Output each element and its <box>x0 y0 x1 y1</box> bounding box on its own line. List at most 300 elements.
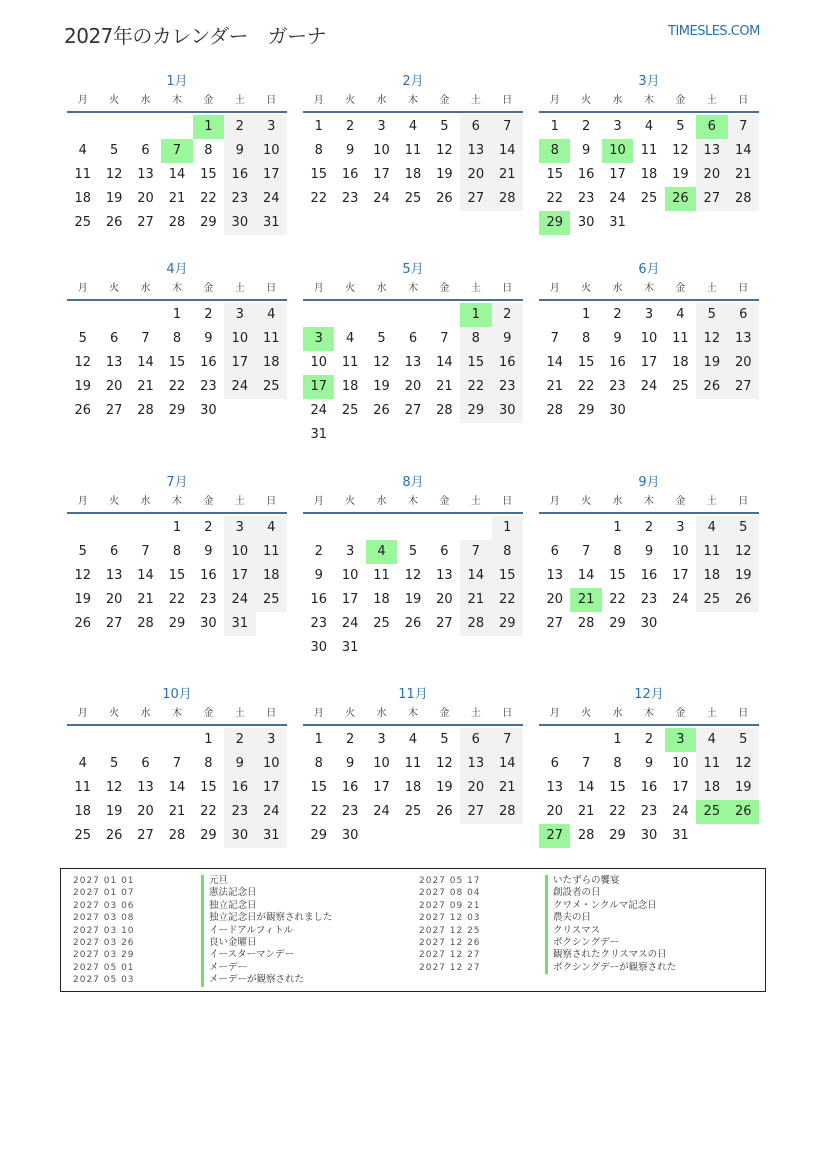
day-cell: 27 <box>137 828 154 843</box>
day-grid <box>539 516 759 636</box>
day-cell: 9 <box>613 331 622 346</box>
weekday-label: 木 <box>643 95 654 106</box>
weekday-label: 月 <box>549 283 560 294</box>
day-cell: 20 <box>137 191 154 206</box>
day-cell: 29 <box>492 612 523 636</box>
holiday-date: 2027 05 03 <box>73 975 135 986</box>
day-cell: 5 <box>728 728 759 752</box>
month-9 <box>539 473 759 636</box>
day-cell: 17 <box>224 351 255 375</box>
day-cell: 9 <box>314 568 323 583</box>
day-grid <box>303 516 523 660</box>
weekday-label: 火 <box>109 95 120 106</box>
weekday-label: 火 <box>581 496 592 507</box>
day-cell: 12 <box>436 756 453 771</box>
holiday-names-left <box>201 875 333 987</box>
holiday-date: 2027 12 03 <box>419 913 481 924</box>
weekday-label: 金 <box>203 708 214 719</box>
empty-cell <box>397 516 428 540</box>
day-cell: 26 <box>74 616 91 631</box>
day-cell: 16 <box>200 568 217 583</box>
holiday-day-cell: 4 <box>366 540 397 564</box>
day-cell: 3 <box>644 307 654 322</box>
holiday-day-cell: 8 <box>539 139 570 163</box>
day-cell: 30 <box>577 215 595 230</box>
day-cell: 1 <box>613 732 622 747</box>
holiday-dates-left <box>73 875 135 987</box>
holiday-name: ボクシングデー <box>545 937 676 949</box>
day-cell: 28 <box>460 612 491 636</box>
holiday-day-cell: 7 <box>161 139 192 163</box>
day-cell: 2 <box>204 307 213 322</box>
month-name: 6月 <box>638 262 660 277</box>
empty-cell <box>98 728 129 752</box>
day-cell: 4 <box>644 119 654 134</box>
weekday-header <box>67 705 287 726</box>
day-cell: 15 <box>460 351 491 375</box>
day-cell: 6 <box>460 115 491 139</box>
holiday-name: イードアルフィトル <box>201 925 333 937</box>
weekday-label: 金 <box>439 283 450 294</box>
day-cell: 5 <box>109 756 119 771</box>
weekday-label: 土 <box>234 708 245 719</box>
weekday-label: 土 <box>706 283 717 294</box>
day-cell: 16 <box>640 568 658 583</box>
day-cell: 4 <box>696 516 727 540</box>
empty-cell <box>366 303 397 327</box>
day-cell: 18 <box>640 167 658 182</box>
day-cell: 14 <box>577 780 595 795</box>
day-cell: 25 <box>373 616 390 631</box>
weekday-label: 水 <box>376 496 387 507</box>
weekday-label: 火 <box>109 283 120 294</box>
day-grid <box>303 303 523 447</box>
weekday-label: 月 <box>549 496 560 507</box>
holiday-name: 農夫の日 <box>545 912 676 924</box>
day-cell: 24 <box>373 191 390 206</box>
day-cell: 31 <box>256 824 287 848</box>
day-cell: 31 <box>256 211 287 235</box>
day-cell: 22 <box>546 191 563 206</box>
holiday-date: 2027 12 25 <box>419 925 481 936</box>
day-cell: 21 <box>546 379 563 394</box>
weekday-label: 月 <box>77 95 88 106</box>
weekday-label: 月 <box>77 496 88 507</box>
day-cell: 17 <box>672 780 689 795</box>
empty-cell <box>67 303 98 327</box>
day-cell: 19 <box>696 351 727 375</box>
day-cell: 9 <box>581 143 591 158</box>
day-cell: 11 <box>696 540 727 564</box>
weekday-label: 土 <box>470 708 481 719</box>
day-cell: 22 <box>310 804 327 819</box>
day-cell: 1 <box>613 520 622 535</box>
weekday-label: 土 <box>706 496 717 507</box>
day-cell: 29 <box>609 828 626 843</box>
day-cell: 23 <box>200 379 217 394</box>
day-cell: 15 <box>609 780 626 795</box>
day-cell: 23 <box>609 379 626 394</box>
day-cell: 29 <box>200 215 217 230</box>
day-cell: 5 <box>728 516 759 540</box>
holiday-names-right <box>545 875 676 974</box>
month-1 <box>67 72 287 235</box>
day-cell: 23 <box>310 616 327 631</box>
day-cell: 8 <box>314 756 323 771</box>
day-cell: 25 <box>672 379 689 394</box>
day-cell: 17 <box>672 568 689 583</box>
day-cell: 29 <box>310 828 327 843</box>
holiday-name: メーデーが観察された <box>201 974 333 986</box>
day-cell: 18 <box>256 564 287 588</box>
day-cell: 5 <box>440 732 449 747</box>
day-cell: 26 <box>373 403 390 418</box>
day-grid <box>303 728 523 848</box>
day-cell: 12 <box>74 568 91 583</box>
day-cell: 6 <box>141 143 150 158</box>
day-cell: 23 <box>492 375 523 399</box>
day-cell: 25 <box>256 588 287 612</box>
day-cell: 30 <box>341 828 359 843</box>
day-cell: 27 <box>404 403 422 418</box>
day-cell: 16 <box>492 351 523 375</box>
day-cell: 28 <box>137 403 154 418</box>
day-grid <box>67 728 287 848</box>
day-cell: 30 <box>492 399 523 423</box>
weekday-label: 金 <box>439 95 450 106</box>
weekday-label: 木 <box>171 496 182 507</box>
day-cell: 17 <box>373 167 390 182</box>
day-cell: 2 <box>314 544 323 559</box>
day-cell: 20 <box>105 379 123 394</box>
empty-cell <box>161 115 192 139</box>
day-cell: 2 <box>613 307 622 322</box>
day-cell: 14 <box>546 355 563 370</box>
day-cell: 7 <box>141 331 150 346</box>
day-cell: 19 <box>105 804 123 819</box>
weekday-label: 月 <box>313 95 324 106</box>
day-cell: 16 <box>341 780 359 795</box>
weekday-label: 水 <box>376 95 387 106</box>
day-cell: 21 <box>137 379 154 394</box>
day-cell: 11 <box>256 327 287 351</box>
day-cell: 5 <box>377 331 386 346</box>
day-cell: 12 <box>105 780 123 795</box>
day-cell: 1 <box>581 307 591 322</box>
day-cell: 9 <box>224 752 255 776</box>
day-cell: 11 <box>404 143 422 158</box>
day-cell: 16 <box>640 780 658 795</box>
weekday-label: 月 <box>313 283 324 294</box>
day-cell: 18 <box>373 592 390 607</box>
day-cell: 9 <box>204 331 213 346</box>
weekday-label: 水 <box>376 708 387 719</box>
day-cell: 23 <box>224 187 255 211</box>
day-cell: 6 <box>408 331 418 346</box>
day-cell: 23 <box>640 804 658 819</box>
day-cell: 16 <box>200 355 217 370</box>
weekday-label: 日 <box>266 708 277 719</box>
holiday-name: メーデー <box>201 962 333 974</box>
weekday-label: 木 <box>407 708 418 719</box>
day-cell: 31 <box>310 427 327 442</box>
holiday-name: クワメ・ンクルマ記念日 <box>545 900 676 912</box>
empty-cell <box>429 303 460 327</box>
day-cell: 12 <box>74 355 91 370</box>
day-cell: 22 <box>168 592 186 607</box>
day-cell: 13 <box>460 752 491 776</box>
weekday-label: 土 <box>470 283 481 294</box>
holiday-day-cell: 1 <box>460 303 491 327</box>
day-cell: 29 <box>609 616 626 631</box>
month-name: 12月 <box>634 687 664 702</box>
holiday-name: 独立記念日 <box>201 900 333 912</box>
month-name: 10月 <box>162 687 192 702</box>
day-cell: 30 <box>310 640 327 655</box>
day-cell: 13 <box>546 568 563 583</box>
weekday-label: 水 <box>140 496 151 507</box>
day-cell: 17 <box>224 564 255 588</box>
day-cell: 7 <box>440 331 449 346</box>
day-cell: 10 <box>256 139 287 163</box>
day-grid <box>67 115 287 235</box>
day-cell: 11 <box>74 167 91 182</box>
day-cell: 5 <box>78 544 87 559</box>
day-cell: 22 <box>310 191 327 206</box>
day-cell: 18 <box>672 355 689 370</box>
weekday-label: 土 <box>470 496 481 507</box>
day-cell: 8 <box>460 327 491 351</box>
day-cell: 21 <box>168 191 186 206</box>
weekday-label: 土 <box>234 496 245 507</box>
day-cell: 11 <box>696 752 727 776</box>
holiday-name: 観察されたクリスマスの日 <box>545 949 676 961</box>
day-cell: 10 <box>672 544 689 559</box>
day-cell: 27 <box>728 375 759 399</box>
weekday-label: 日 <box>266 283 277 294</box>
day-cell: 14 <box>460 564 491 588</box>
day-cell: 7 <box>581 756 591 771</box>
weekday-label: 木 <box>643 283 654 294</box>
day-cell: 28 <box>546 403 563 418</box>
day-cell: 15 <box>200 780 217 795</box>
day-cell: 15 <box>310 167 327 182</box>
weekday-label: 土 <box>706 95 717 106</box>
holiday-day-cell: 3 <box>303 327 334 351</box>
day-cell: 23 <box>341 804 359 819</box>
holiday-date: 2027 03 08 <box>73 913 135 924</box>
day-cell: 31 <box>672 828 689 843</box>
day-cell: 16 <box>341 167 359 182</box>
weekday-header <box>67 280 287 301</box>
month-name: 8月 <box>402 475 424 490</box>
weekday-label: 土 <box>234 95 245 106</box>
day-cell: 13 <box>105 355 123 370</box>
day-cell: 14 <box>492 139 523 163</box>
day-cell: 26 <box>74 403 91 418</box>
day-cell: 5 <box>676 119 685 134</box>
weekday-label: 月 <box>313 708 324 719</box>
day-cell: 25 <box>404 804 422 819</box>
day-cell: 2 <box>224 728 255 752</box>
holiday-date: 2027 05 17 <box>419 876 481 886</box>
day-cell: 14 <box>168 167 186 182</box>
weekday-label: 月 <box>77 708 88 719</box>
empty-cell <box>67 516 98 540</box>
weekday-label: 日 <box>738 496 749 507</box>
day-cell: 9 <box>224 139 255 163</box>
day-cell: 27 <box>460 187 491 211</box>
holiday-date: 2027 03 26 <box>73 937 135 948</box>
empty-cell <box>130 728 161 752</box>
day-cell: 30 <box>200 616 217 631</box>
day-cell: 8 <box>204 143 213 158</box>
day-cell: 27 <box>105 616 123 631</box>
day-cell: 24 <box>224 375 255 399</box>
empty-cell <box>539 303 570 327</box>
day-cell: 10 <box>224 540 255 564</box>
day-cell: 30 <box>224 824 255 848</box>
day-cell: 10 <box>373 756 390 771</box>
day-cell: 20 <box>436 592 453 607</box>
day-cell: 10 <box>373 143 390 158</box>
day-cell: 24 <box>310 403 327 418</box>
day-cell: 21 <box>492 776 523 800</box>
day-cell: 28 <box>577 616 595 631</box>
day-cell: 24 <box>609 191 626 206</box>
page-title: 2027年のカレンダー ガーナ <box>64 24 327 48</box>
day-cell: 6 <box>141 756 150 771</box>
day-cell: 20 <box>460 776 491 800</box>
weekday-label: 水 <box>612 708 623 719</box>
day-cell: 14 <box>436 355 453 370</box>
day-grid <box>539 728 759 848</box>
day-cell: 2 <box>345 119 355 134</box>
day-cell: 4 <box>345 331 355 346</box>
day-cell: 3 <box>224 516 255 540</box>
day-cell: 3 <box>345 544 355 559</box>
day-cell: 30 <box>640 828 658 843</box>
holiday-date: 2027 08 04 <box>419 888 481 899</box>
weekday-label: 日 <box>502 283 513 294</box>
day-cell: 22 <box>460 375 491 399</box>
weekday-header <box>67 92 287 113</box>
day-cell: 24 <box>224 588 255 612</box>
day-cell: 8 <box>314 143 323 158</box>
weekday-label: 火 <box>345 95 356 106</box>
day-cell: 31 <box>609 215 626 230</box>
holiday-day-cell: 1 <box>193 115 224 139</box>
day-cell: 2 <box>644 520 654 535</box>
day-cell: 17 <box>256 776 287 800</box>
weekday-label: 火 <box>581 95 592 106</box>
weekday-label: 金 <box>439 708 450 719</box>
day-cell: 24 <box>256 187 287 211</box>
day-cell: 19 <box>436 167 453 182</box>
day-cell: 26 <box>436 804 453 819</box>
day-cell: 12 <box>728 540 759 564</box>
weekday-label: 日 <box>738 708 749 719</box>
weekday-label: 木 <box>171 708 182 719</box>
weekday-label: 日 <box>266 496 277 507</box>
weekday-label: 金 <box>203 283 214 294</box>
day-cell: 15 <box>200 167 217 182</box>
day-cell: 12 <box>404 568 422 583</box>
day-cell: 13 <box>436 568 453 583</box>
day-cell: 6 <box>728 303 759 327</box>
holiday-name: クリスマス <box>545 925 676 937</box>
weekday-header <box>303 92 523 113</box>
day-cell: 7 <box>492 115 523 139</box>
day-cell: 11 <box>404 756 422 771</box>
day-cell: 17 <box>609 167 626 182</box>
day-cell: 14 <box>577 568 595 583</box>
empty-cell <box>67 728 98 752</box>
day-cell: 9 <box>345 143 355 158</box>
day-cell: 21 <box>168 804 186 819</box>
day-cell: 19 <box>74 592 91 607</box>
empty-cell <box>334 303 365 327</box>
weekday-label: 火 <box>345 708 356 719</box>
day-cell: 9 <box>204 544 213 559</box>
day-cell: 20 <box>696 163 727 187</box>
empty-cell <box>539 516 570 540</box>
day-grid <box>539 115 759 235</box>
day-cell: 5 <box>696 303 727 327</box>
day-cell: 27 <box>546 616 563 631</box>
day-cell: 26 <box>404 616 422 631</box>
day-cell: 22 <box>200 804 217 819</box>
empty-cell <box>98 303 129 327</box>
month-name: 3月 <box>638 74 660 89</box>
month-2 <box>303 72 523 211</box>
empty-cell <box>303 516 334 540</box>
month-name: 9月 <box>638 475 660 490</box>
day-cell: 21 <box>492 163 523 187</box>
weekday-header <box>539 493 759 514</box>
holiday-day-cell: 26 <box>665 187 696 211</box>
day-cell: 26 <box>105 828 123 843</box>
holiday-day-cell: 6 <box>696 115 727 139</box>
weekday-label: 水 <box>612 496 623 507</box>
weekday-label: 月 <box>313 496 324 507</box>
day-cell: 8 <box>613 756 622 771</box>
holiday-list <box>60 868 766 992</box>
day-cell: 13 <box>546 780 563 795</box>
day-cell: 19 <box>105 191 123 206</box>
weekday-header <box>303 705 523 726</box>
day-cell: 3 <box>377 732 386 747</box>
day-cell: 7 <box>550 331 559 346</box>
weekday-label: 火 <box>109 708 120 719</box>
day-cell: 20 <box>137 804 154 819</box>
brand-link[interactable]: TIMESLES.COM <box>668 24 760 39</box>
day-cell: 1 <box>172 307 182 322</box>
month-6 <box>539 260 759 423</box>
day-cell: 10 <box>640 331 658 346</box>
day-cell: 25 <box>74 215 91 230</box>
empty-cell <box>130 303 161 327</box>
day-cell: 27 <box>436 616 453 631</box>
day-cell: 15 <box>492 564 523 588</box>
weekday-label: 水 <box>376 283 387 294</box>
day-cell: 22 <box>609 592 626 607</box>
day-cell: 3 <box>613 119 622 134</box>
holiday-day-cell: 25 <box>696 800 727 824</box>
day-cell: 18 <box>74 191 91 206</box>
day-cell: 4 <box>696 728 727 752</box>
empty-cell <box>130 516 161 540</box>
